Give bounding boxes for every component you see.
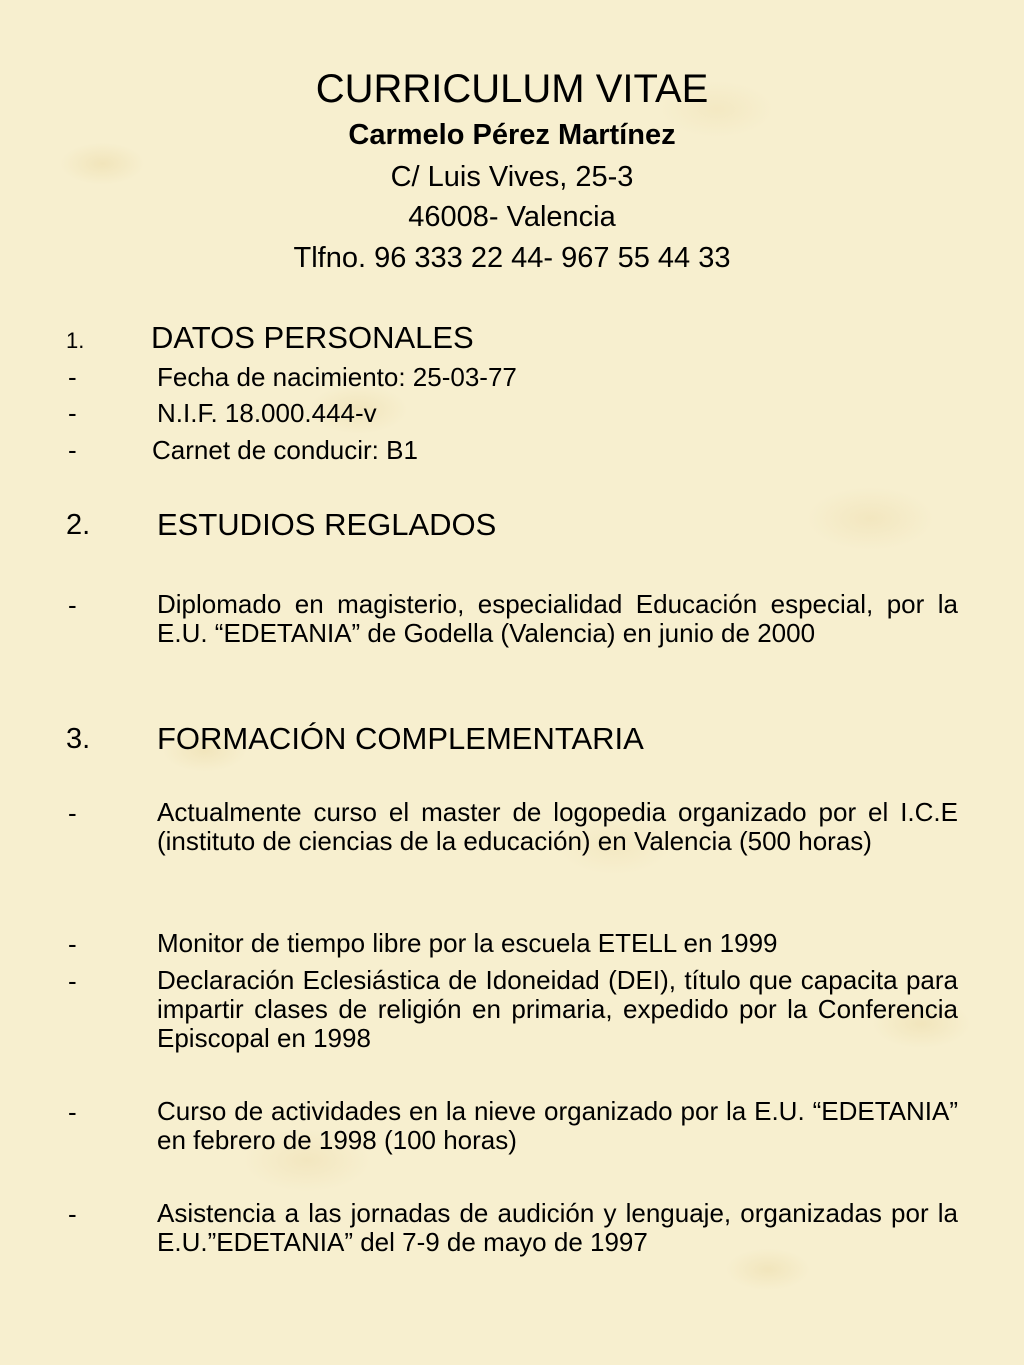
bullet-dash: -: [68, 798, 77, 828]
list-item: Actualmente curso el master de logopedia organizado por el I.C.E (instituto de ciencias de la educación) en Valencia (500 horas): [157, 797, 958, 856]
list-item: Curso de actividades en la nieve organizado por la E.U. “EDETANIA” en febrero de 1998 (100 horas): [157, 1096, 958, 1155]
bullet-dash: -: [68, 435, 77, 465]
bullet-dash: -: [68, 362, 77, 392]
address-line: C/ Luis Vives, 25-3: [390, 161, 634, 193]
section-heading-formacion-complementaria: FORMACIÓN COMPLEMENTARIA: [157, 721, 644, 756]
phone-line: Tlfno. 96 333 22 44- 967 55 44 33: [293, 242, 731, 274]
section-number: 1.: [66, 328, 85, 353]
bullet-dash: -: [68, 398, 77, 428]
list-item: Declaración Eclesiástica de Idoneidad (DEI), título que capacita para impartir clases de religión en primaria, expedido por la Conferencia Episcopal en 1998: [157, 965, 958, 1053]
section-number: 2.: [66, 509, 91, 541]
list-item: Carnet de conducir: B1: [152, 435, 418, 465]
bullet-dash: -: [68, 1199, 77, 1229]
list-item: Asistencia a las jornadas de audición y lenguaje, organizadas por la E.U.”EDETANIA” del 7-9 de mayo de 1997: [157, 1198, 958, 1257]
section-number: 3.: [66, 723, 91, 755]
section-heading-estudios-reglados: ESTUDIOS REGLADOS: [157, 507, 497, 542]
person-name: Carmelo Pérez Martínez: [348, 119, 676, 151]
page-title: CURRICULUM VITAE: [315, 67, 709, 111]
bullet-dash: -: [68, 929, 77, 959]
bullet-dash: -: [68, 1097, 77, 1127]
list-item: N.I.F. 18.000.444-v: [157, 398, 377, 428]
list-item: Diplomado en magisterio, especialidad Educación especial, por la E.U. “EDETANIA” de Godella (Valencia) en junio de 2000: [157, 589, 958, 648]
list-item: Monitor de tiempo libre por la escuela ETELL en 1999: [157, 928, 778, 958]
list-item: Fecha de nacimiento: 25-03-77: [157, 362, 517, 392]
bullet-dash: -: [68, 590, 77, 620]
section-heading-datos-personales: DATOS PERSONALES: [151, 320, 474, 355]
bullet-dash: -: [68, 966, 77, 996]
city-line: 46008- Valencia: [408, 201, 616, 233]
